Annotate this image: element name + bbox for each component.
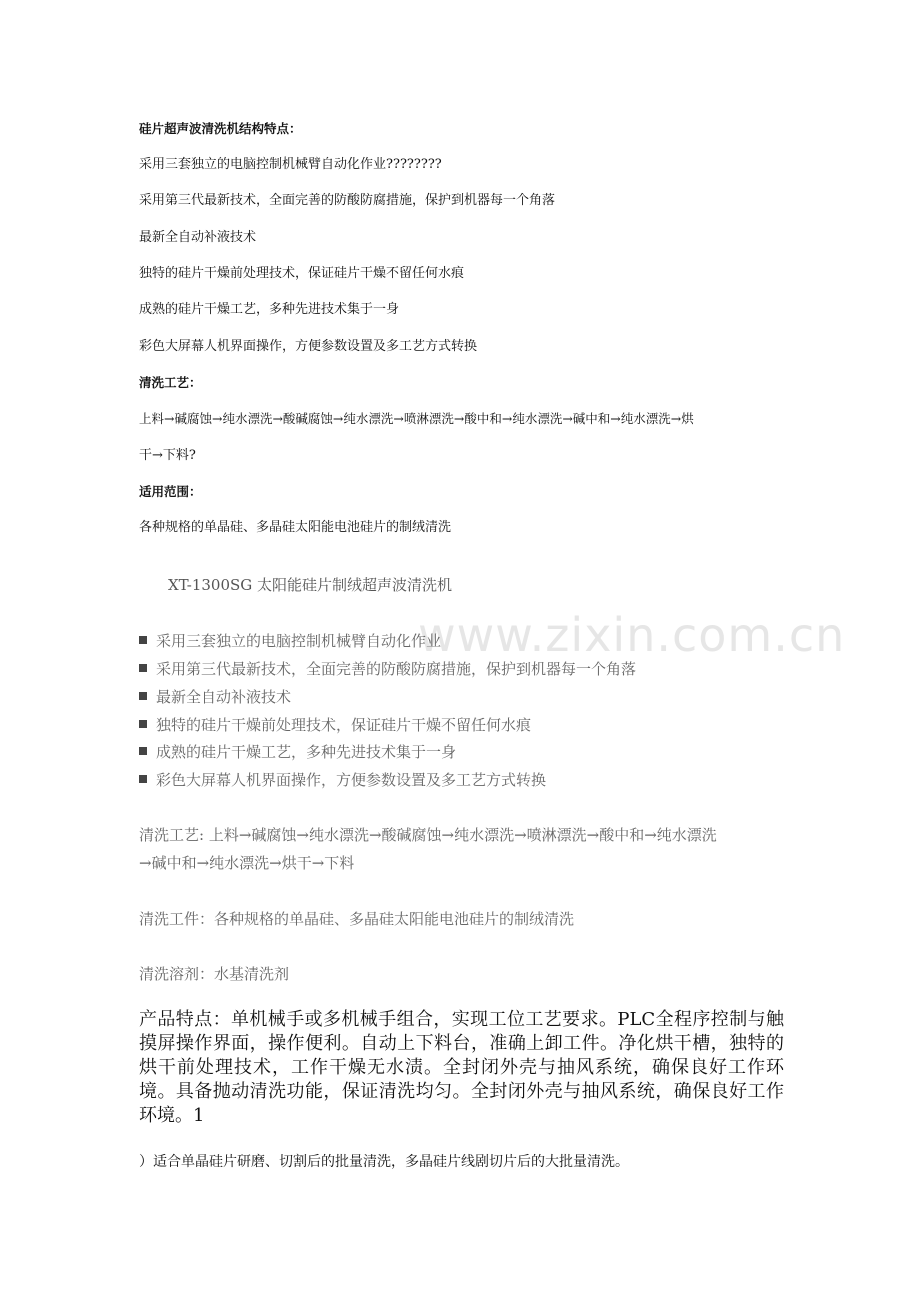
feature-bullet (139, 629, 441, 653)
feature-bullet-text: 彩色大屏幕人机界面操作，方便参数设置及多工艺方式转换 (156, 771, 547, 789)
product-workpiece: 清洗工件：各种规格的单晶硅、多晶硅太阳能电池硅片的制绒清洗 (139, 910, 575, 928)
bullet-square-icon (139, 775, 147, 783)
watermark: www.zixin.com.cn (418, 608, 846, 662)
bullet-square-icon (139, 747, 147, 755)
bullet-square-icon (139, 664, 147, 672)
structure-line: 成熟的硅片干燥工艺，多种先进技术集于一身 (139, 302, 400, 317)
product-process-line: 清洗工艺: 上料→碱腐蚀→纯水漂洗→酸碱腐蚀→纯水漂洗→喷淋漂洗→酸中和→纯水漂洗 (139, 826, 717, 844)
feature-bullet-text: 独特的硅片干燥前处理技术，保证硅片干燥不留任何水痕 (156, 716, 532, 734)
features-note: ）适合单晶硅片研磨、切割后的批量清洗，多晶硅片线剧切片后的大批量清洗。 (139, 1154, 629, 1170)
process-line: 上料→碱腐蚀→纯水漂洗→酸碱腐蚀→纯水漂洗→喷淋漂洗→酸中和→纯水漂洗→碱中和→纯水漂洗→烘 (139, 411, 694, 426)
scope-line: 各种规格的单晶硅、多晶硅太阳能电池硅片的制绒清洗 (139, 520, 452, 535)
bullet-square-icon (139, 720, 147, 728)
structure-line: 采用三套独立的电脑控制机械臂自动化作业???????? (139, 157, 442, 172)
bullet-square-icon (139, 636, 147, 644)
feature-bullet (139, 657, 636, 681)
structure-line: 彩色大屏幕人机界面操作，方便参数设置及多工艺方式转换 (139, 339, 478, 354)
feature-bullet-text: 最新全自动补液技术 (156, 688, 292, 706)
structure-line: 采用第三代最新技术，全面完善的防酸防腐措施，保护到机器每一个角落 (139, 193, 556, 208)
feature-bullet-text: 采用三套独立的电脑控制机械臂自动化作业 (156, 632, 442, 650)
structure-line: 最新全自动补液技术 (139, 230, 257, 245)
features-paragraph: 产品特点：单机械手或多机械手组合，实现工位工艺要求。PLC全程序控制与触摸屏操作界面，操作便利。自动上下料台，准确上卸工件。净化烘干槽，独特的烘干前处理技术，工作干燥无水渍。全封闭外壳与抽风系统，确保良好工作环境。具备抛动清洗功能，保证清洗均匀。全封闭外壳与抽风系统，确保良好工作环境。1 (139, 1009, 784, 1126)
feature-bullet-text: 成熟的硅片干燥工艺，多种先进技术集于一身 (156, 743, 457, 761)
structure-heading: 硅片超声波清洗机结构特点： (139, 121, 302, 136)
process-heading: 清洗工艺： (139, 375, 202, 390)
scope-heading: 适用范围： (139, 484, 202, 499)
product-solvent: 清洗溶剂：水基清洗剂 (139, 965, 290, 983)
product-title: XT-1300SG 太阳能硅片制绒超声波清洗机 (168, 576, 453, 594)
process-line: 干→下料? (139, 448, 196, 463)
feature-bullet (139, 713, 531, 737)
feature-bullet-text: 采用第三代最新技术，全面完善的防酸防腐措施，保护到机器每一个角落 (156, 660, 637, 678)
feature-bullet (139, 685, 291, 709)
feature-bullet (139, 768, 546, 792)
feature-bullet (139, 740, 456, 764)
bullet-square-icon (139, 692, 147, 700)
structure-line: 独特的硅片干燥前处理技术，保证硅片干燥不留任何水痕 (139, 266, 465, 281)
product-process-line: →碱中和→纯水漂洗→烘干→下料 (139, 854, 355, 872)
